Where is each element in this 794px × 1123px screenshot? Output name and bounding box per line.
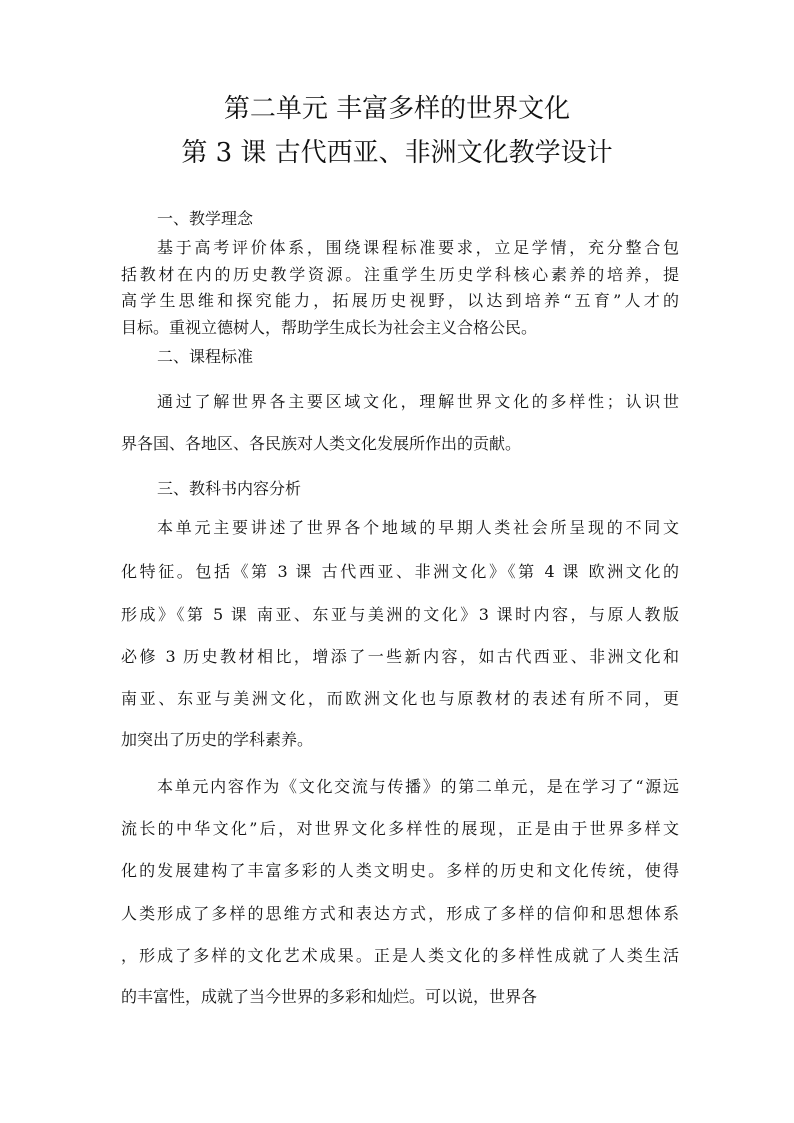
paragraph-line: 的丰富性，成就了当今世界的多彩和灿烂。可以说，世界各 (121, 987, 538, 1006)
paragraph-line: 基于高考评价体系，围绕课程标准要求，立足学情，充分整合包 (157, 238, 679, 257)
lesson-title: 第 3 课 古代西亚、非洲文化教学设计 (181, 138, 613, 168)
paragraph-line: 形成》《第 5 课 南亚、东亚与美洲的文化》3 课时内容，与原人教版 (121, 605, 679, 624)
paragraph-line: 本单元内容作为《文化交流与传播》的第二单元，是在学习了“源远 (157, 777, 679, 796)
unit-title: 第二单元 丰富多样的世界文化 (223, 94, 571, 124)
section-heading-curriculum-standard: 二、课程标准 (157, 347, 254, 366)
section-heading-textbook-analysis: 三、教科书内容分析 (157, 479, 302, 498)
paragraph-line: 本单元主要讲述了世界各个地域的早期人类社会所呈现的不同文 (157, 518, 679, 537)
section-heading-teaching-philosophy: 一、教学理念 (157, 209, 254, 228)
paragraph-line: 流长的中华文化”后，对世界文化多样性的展现，正是由于世界多样文 (121, 819, 679, 838)
paragraph-line: 必修 3 历史教材相比，增添了一些新内容，如古代西亚、非洲文化和 (121, 647, 679, 666)
paragraph-line: 括教材在内的历史教学资源。注重学生历史学科核心素养的培养，提 (121, 265, 679, 284)
paragraph-line: 南亚、东亚与美洲文化，而欧洲文化也与原教材的表述有所不同，更 (121, 689, 679, 708)
paragraph-line: ，形成了多样的文化艺术成果。正是人类文化的多样性成就了人类生活 (121, 946, 679, 965)
paragraph-line: 目标。重视立德树人，帮助学生成长为社会主义合格公民。 (121, 318, 538, 337)
paragraph-line: 高学生思维和探究能力，拓展历史视野，以达到培养“五育”人才的 (121, 291, 679, 310)
paragraph-line: 化特征。包括《第 3 课 古代西亚、非洲文化》《第 4 课 欧洲文化的 (121, 562, 679, 581)
paragraph-line: 人类形成了多样的思维方式和表达方式，形成了多样的信仰和思想体系 (121, 904, 679, 923)
paragraph-line: 界各国、各地区、各民族对人类文化发展所作出的贡献。 (121, 434, 522, 453)
paragraph-line: 加突出了历史的学科素养。 (121, 730, 314, 749)
paragraph-line: 化的发展建构了丰富多彩的人类文明史。多样的历史和文化传统，使得 (121, 861, 679, 880)
paragraph-line: 通过了解世界各主要区域文化，理解世界文化的多样性；认识世 (157, 392, 679, 411)
